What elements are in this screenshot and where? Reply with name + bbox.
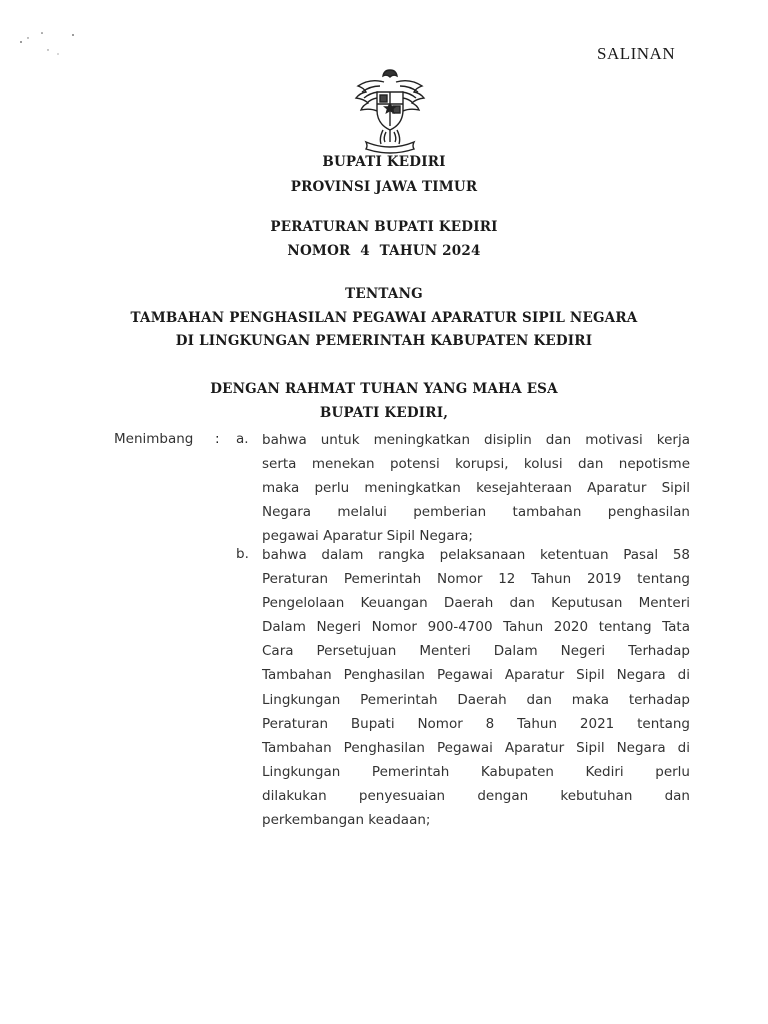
consideration-item-b [262, 543, 690, 832]
considering-colon: : [215, 431, 220, 447]
item-b-line: Tambahan Penghasilan Pegawai Aparatur Sipil Negara di [262, 739, 690, 756]
item-letter-a: a. [236, 431, 249, 447]
subject-line-1: TAMBAHAN PENGHASILAN PEGAWAI APARATUR SIPIL NEGARA [130, 310, 638, 326]
about-heading: TENTANG [345, 286, 423, 302]
issuer-line: BUPATI KEDIRI, [319, 405, 449, 421]
item-b-line: Lingkungan Pemerintah Daerah dan maka terhadap [262, 691, 690, 708]
scan-specks [18, 30, 78, 60]
item-b-line: Dalam Negeri Nomor 900-4700 Tahun 2020 tentang Tata [262, 619, 690, 636]
item-letter-b: b. [236, 546, 249, 562]
subject-line-2: DI LINGKUNGAN PEMERINTAH KABUPATEN KEDIRI [175, 333, 593, 349]
province-title: PROVINSI JAWA TIMUR [290, 179, 478, 195]
item-a-line: bahwa untuk meningkatkan disiplin dan motivasi kerja [262, 432, 690, 448]
copy-mark: SALINAN [597, 44, 676, 63]
item-a-line: serta menekan potensi korupsi, kolusi dan nepotisme [262, 456, 690, 473]
item-b-line: Peraturan Bupati Nomor 8 Tahun 2021 tentang [262, 715, 690, 732]
item-b-line: Peraturan Pemerintah Nomor 12 Tahun 2019 tentang [262, 571, 690, 588]
garuda-emblem-icon [350, 64, 430, 154]
item-b-line: dilakukan penyesuaian dengan kebutuhan dan [262, 787, 690, 804]
item-b-line: Tambahan Penghasilan Pegawai Aparatur Sipil Negara di [262, 667, 690, 684]
office-title: BUPATI KEDIRI [322, 154, 446, 170]
regulation-number: NOMOR 4 TAHUN 2024 [287, 243, 481, 259]
considering-label: Menimbang [114, 431, 194, 447]
item-b-line: Lingkungan Pemerintah Kabupaten Kediri perlu [262, 763, 690, 780]
regulation-type: PERATURAN BUPATI KEDIRI [270, 219, 498, 235]
item-b-line: Cara Persetujuan Menteri Dalam Negeri Terhadap [262, 643, 690, 660]
item-a-line: pegawai Aparatur Sipil Negara; [262, 528, 473, 545]
item-b-line: perkembangan keadaan; [262, 812, 431, 829]
consideration-item-a [262, 428, 690, 548]
item-b-line: Pengelolaan Keuangan Daerah dan Keputusan Menteri [262, 595, 690, 612]
item-a-line: maka perlu meningkatkan kesejahteraan Aparatur Sipil [262, 480, 690, 497]
item-a-line: Negara melalui pemberian tambahan penghasilan [262, 504, 690, 521]
blessing-line: DENGAN RAHMAT TUHAN YANG MAHA ESA [210, 381, 558, 397]
item-b-line: bahwa dalam rangka pelaksanaan ketentuan Pasal 58 [262, 547, 690, 563]
